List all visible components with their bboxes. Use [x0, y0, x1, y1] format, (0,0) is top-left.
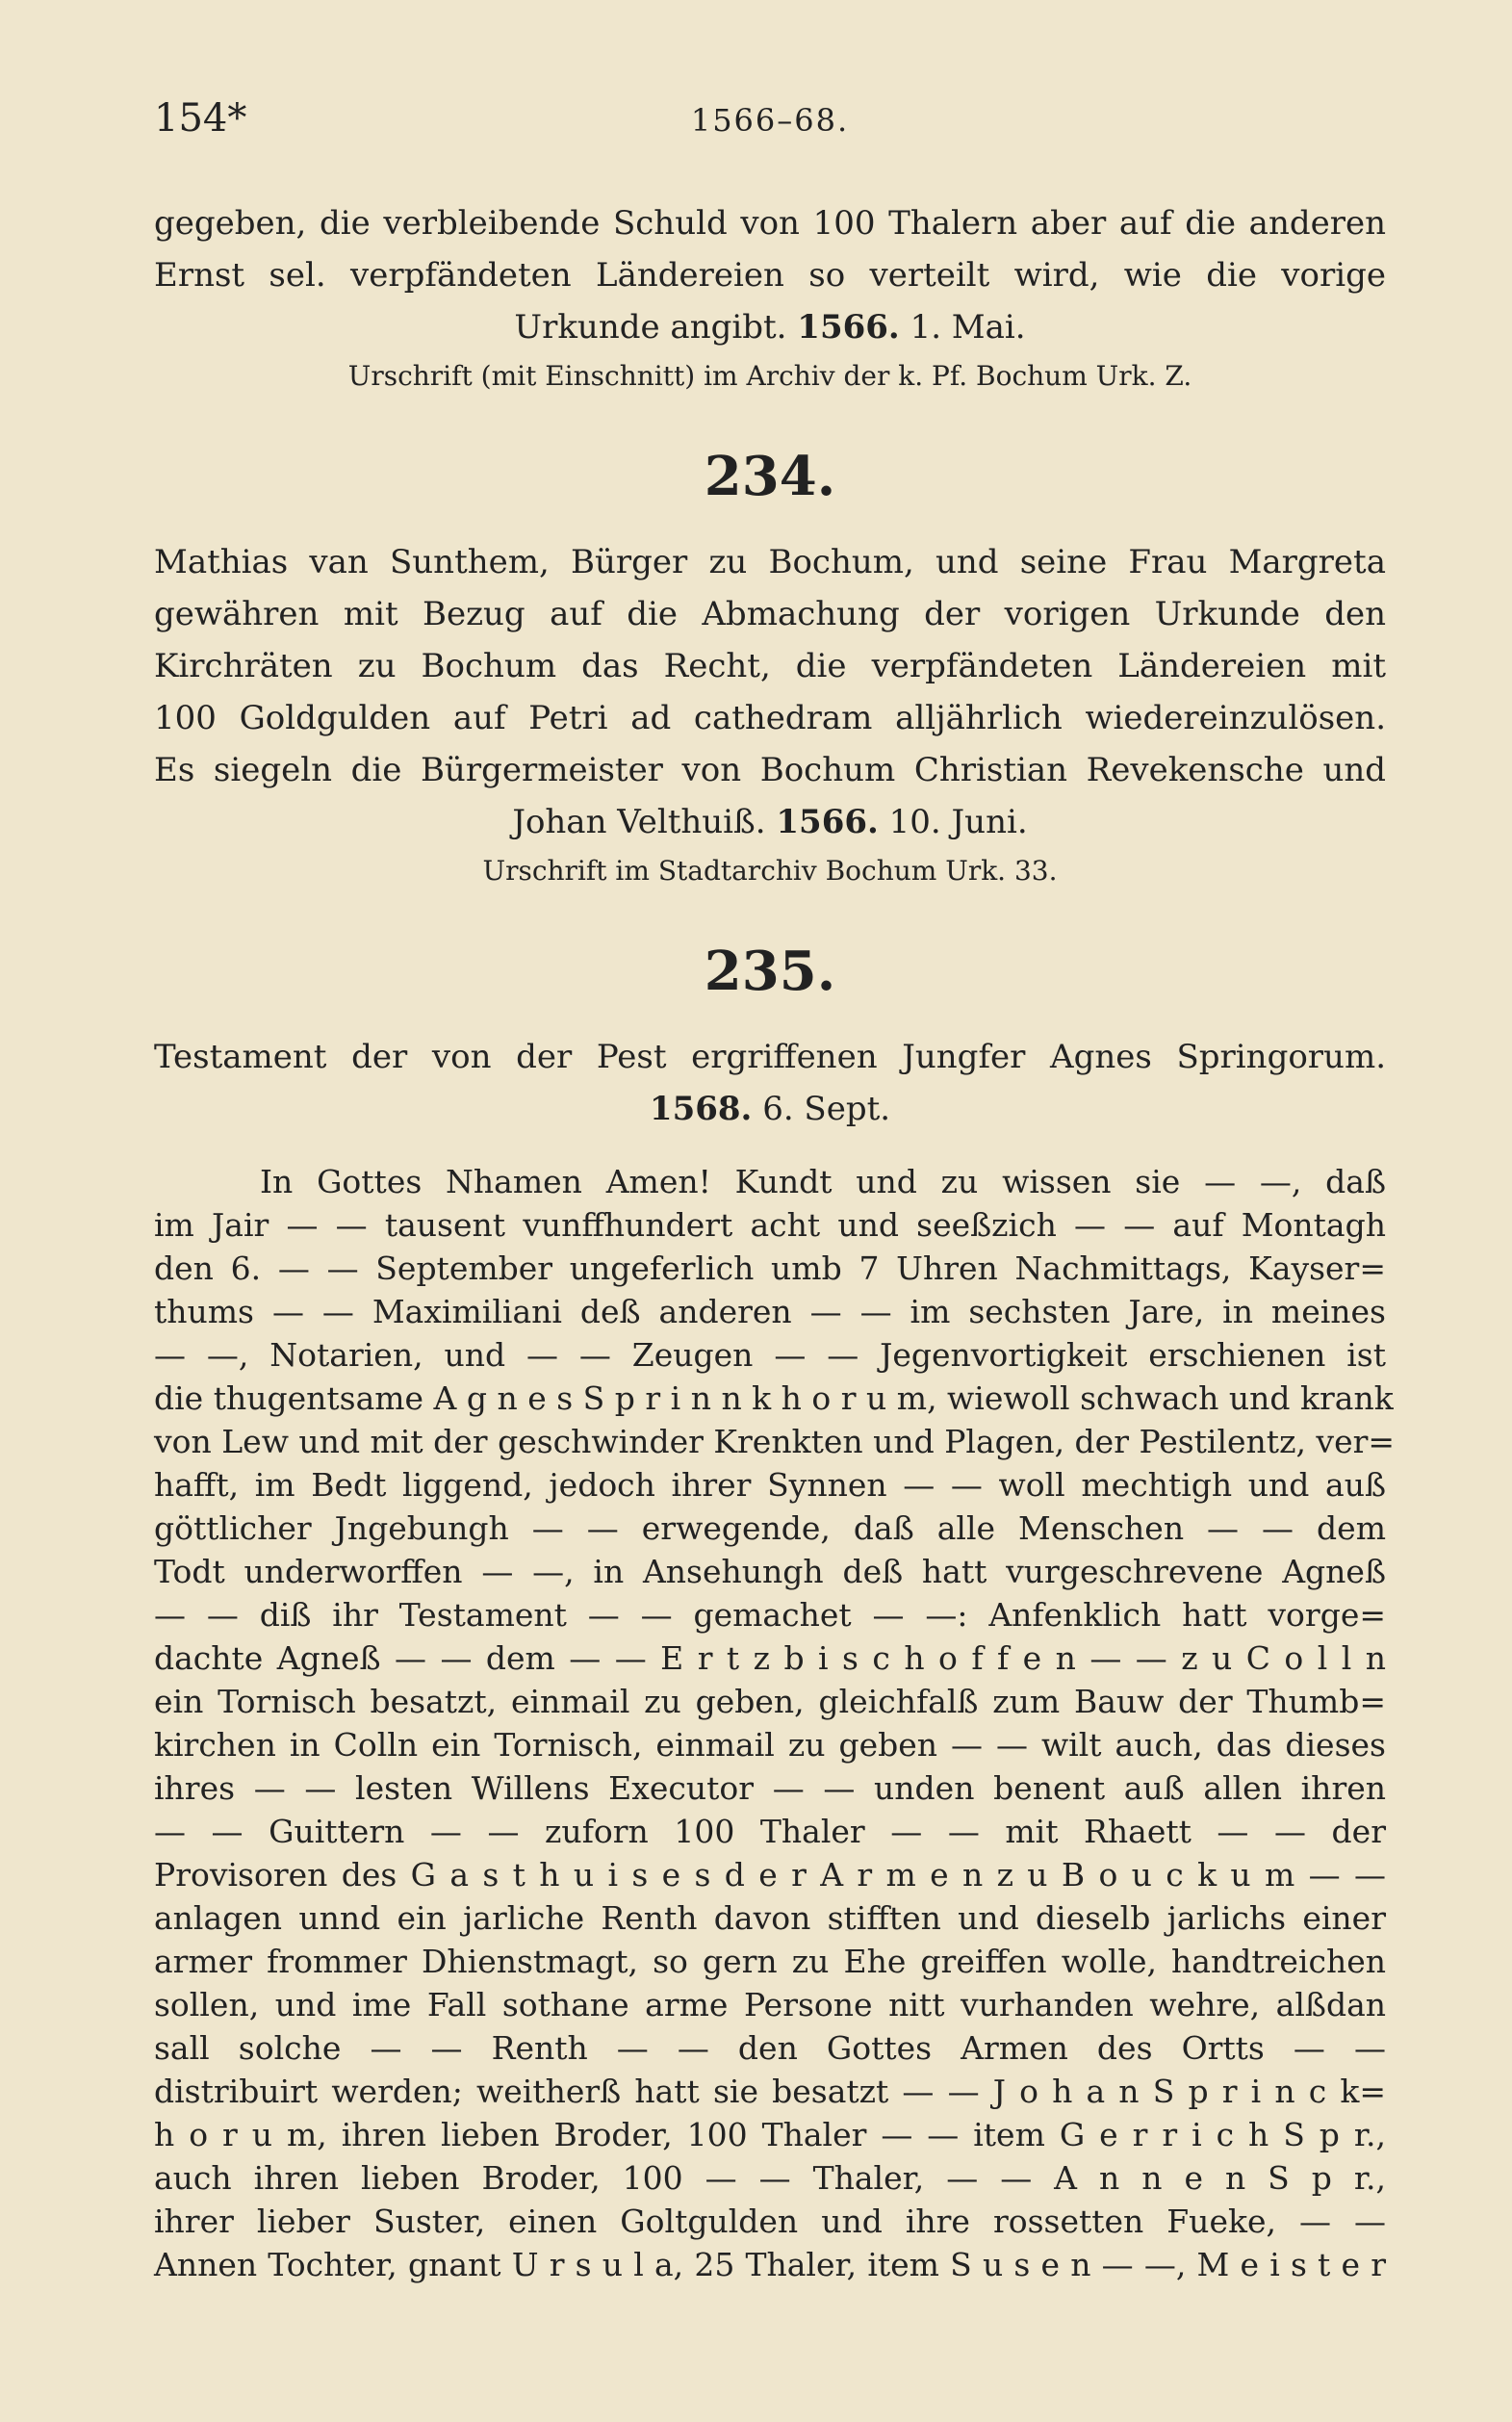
text-line: den 6. — — September ungeferlich umb 7 Uhren Nachmittags, Kayser= [154, 1250, 1386, 1287]
entry-title: Testament der von der Pest ergriffenen Jungfer Agnes Springorum. [154, 1038, 1386, 1076]
date-day: 10. Juni. [888, 803, 1028, 841]
text-line: In Gottes Nhamen Amen! Kundt und zu wissen sie — —, daß [260, 1163, 1386, 1200]
text-line: Kirchräten zu Bochum das Recht, die verpfändeten Ländereien mit [154, 647, 1386, 685]
text-line: ihrer lieber Suster, einen Goltgulden und ihre rossetten Fueke, — — [154, 2203, 1386, 2240]
testament-text [154, 1160, 1396, 2286]
date-year: 1566. [797, 308, 900, 347]
date-year: 1566. [776, 803, 879, 841]
date-day: 1. Mai. [910, 308, 1026, 347]
source-note: Urschrift im Stadtarchiv Bochum Urk. 33. [482, 855, 1058, 887]
page-number: 154* [154, 96, 247, 141]
text-line: Mathias van Sunthem, Bürger zu Bochum, und seine Frau Margreta [154, 543, 1386, 581]
text-line: im Jair — — tausent vunffhundert acht und seeßzich — — auf Montagh [154, 1206, 1386, 1244]
running-head: 1566–68. [690, 102, 850, 139]
date-year: 1568. [649, 1090, 753, 1128]
entry-number: 234. [704, 445, 836, 508]
text-line [154, 796, 1386, 848]
text-line: göttlicher Jngebungh — — erwegende, daß alle Menschen — — dem [154, 1509, 1386, 1547]
text-line: ein Tornisch besatzt, einmail zu geben, gleichfalß zum Bauw der Thumb= [154, 1683, 1386, 1720]
text-line: h o r u m, ihren lieben Broder, 100 Thaler — — item G e r r i c h S p r., [154, 2116, 1386, 2153]
line-text: Urkunde angibt. [514, 308, 787, 347]
text-line: hafft, im Bedt liggend, jedoch ihrer Synnen — — woll mechtigh und auß [154, 1466, 1386, 1504]
date-day: 6. Sept. [762, 1090, 891, 1128]
text-line: Es siegeln die Bürgermeister von Bochum Christian Revekensche und [154, 751, 1386, 789]
text-line: Todt underworffen — —, in Ansehungh deß hatt vurgeschrevene Agneß [154, 1553, 1386, 1590]
text-line: gewähren mit Bezug auf die Abmachung der vorigen Urkunde den [154, 595, 1386, 633]
entry-date [154, 1083, 1386, 1135]
source-note: Urschrift (mit Einschnitt) im Archiv der k. Pf. Bochum Urk. Z. [347, 360, 1192, 392]
text-line: anlagen unnd ein jarliche Renth davon stifften und dieselb jarlichs einer [154, 1899, 1386, 1937]
entry-235 [154, 933, 1396, 2286]
text-line: distribuirt werden; weitherß hatt sie besatzt — — J o h a n S p r i n c k= [154, 2073, 1386, 2110]
text-line: dachte Agneß — — dem — — E r t z b i s c h o f f e n — — z u C o l l n [154, 1639, 1386, 1677]
text-line: armer frommer Dhienstmagt, so gern zu Ehe greiffen wolle, handtreichen [154, 1943, 1386, 1980]
text-line: ihres — — lesten Willens Executor — — unden benent auß allen ihren [154, 1769, 1386, 1807]
text-line: auch ihren lieben Broder, 100 — — Thaler, — — A n n e n S p r., [154, 2159, 1386, 2197]
line-text: Johan Velthuiß. [512, 803, 766, 841]
text-line: Provisoren des G a s t h u i s e s d e r A r m e n z u B o u c k u m — — [154, 1856, 1386, 1894]
text-line: sall solche — — Renth — — den Gottes Armen des Ortts — — [154, 2029, 1386, 2067]
text-line: Ernst sel. verpfändeten Ländereien so verteilt wird, wie die vorige [154, 256, 1386, 295]
page-header [154, 96, 1386, 144]
entry-234 [154, 438, 1386, 894]
text-line [154, 301, 1386, 353]
entry-number: 235. [704, 940, 836, 1003]
text-line: die thugentsame A g n e s S p r i n n k h o r u m, wiewoll schwach und krank [154, 1379, 1394, 1417]
text-line: — — diß ihr Testament — — gemachet — —: Anfenklich hatt vorge= [154, 1596, 1386, 1634]
text-line: von Lew und mit der geschwinder Krenkten und Plagen, der Pestilentz, ver= [154, 1423, 1396, 1460]
text-line: — —, Notarien, und — — Zeugen — — Jegenvortigkeit erschienen ist [154, 1336, 1386, 1374]
text-line: thums — — Maximiliani deß anderen — — im sechsten Jare, in meines [154, 1293, 1386, 1330]
text-line: sollen, und ime Fall sothane arme Persone nitt vurhanden wehre, alßdan [154, 1986, 1386, 2023]
text-line: 100 Goldgulden auf Petri ad cathedram alljährlich wiedereinzulösen. [154, 699, 1386, 737]
text-line: gegeben, die verbleibende Schuld von 100 Thalern aber auf die anderen [154, 204, 1386, 243]
previous-entry [154, 197, 1386, 399]
text-line: kirchen in Colln ein Tornisch, einmail zu geben — — wilt auch, das dieses [154, 1726, 1386, 1764]
text-line: — — Guittern — — zuforn 100 Thaler — — mit Rhaett — — der [154, 1813, 1386, 1850]
text-line: Annen Tochter, gnant U r s u l a, 25 Thaler, item S u s e n — —, M e i s t e r [154, 2246, 1386, 2283]
page-body [154, 197, 1396, 2286]
